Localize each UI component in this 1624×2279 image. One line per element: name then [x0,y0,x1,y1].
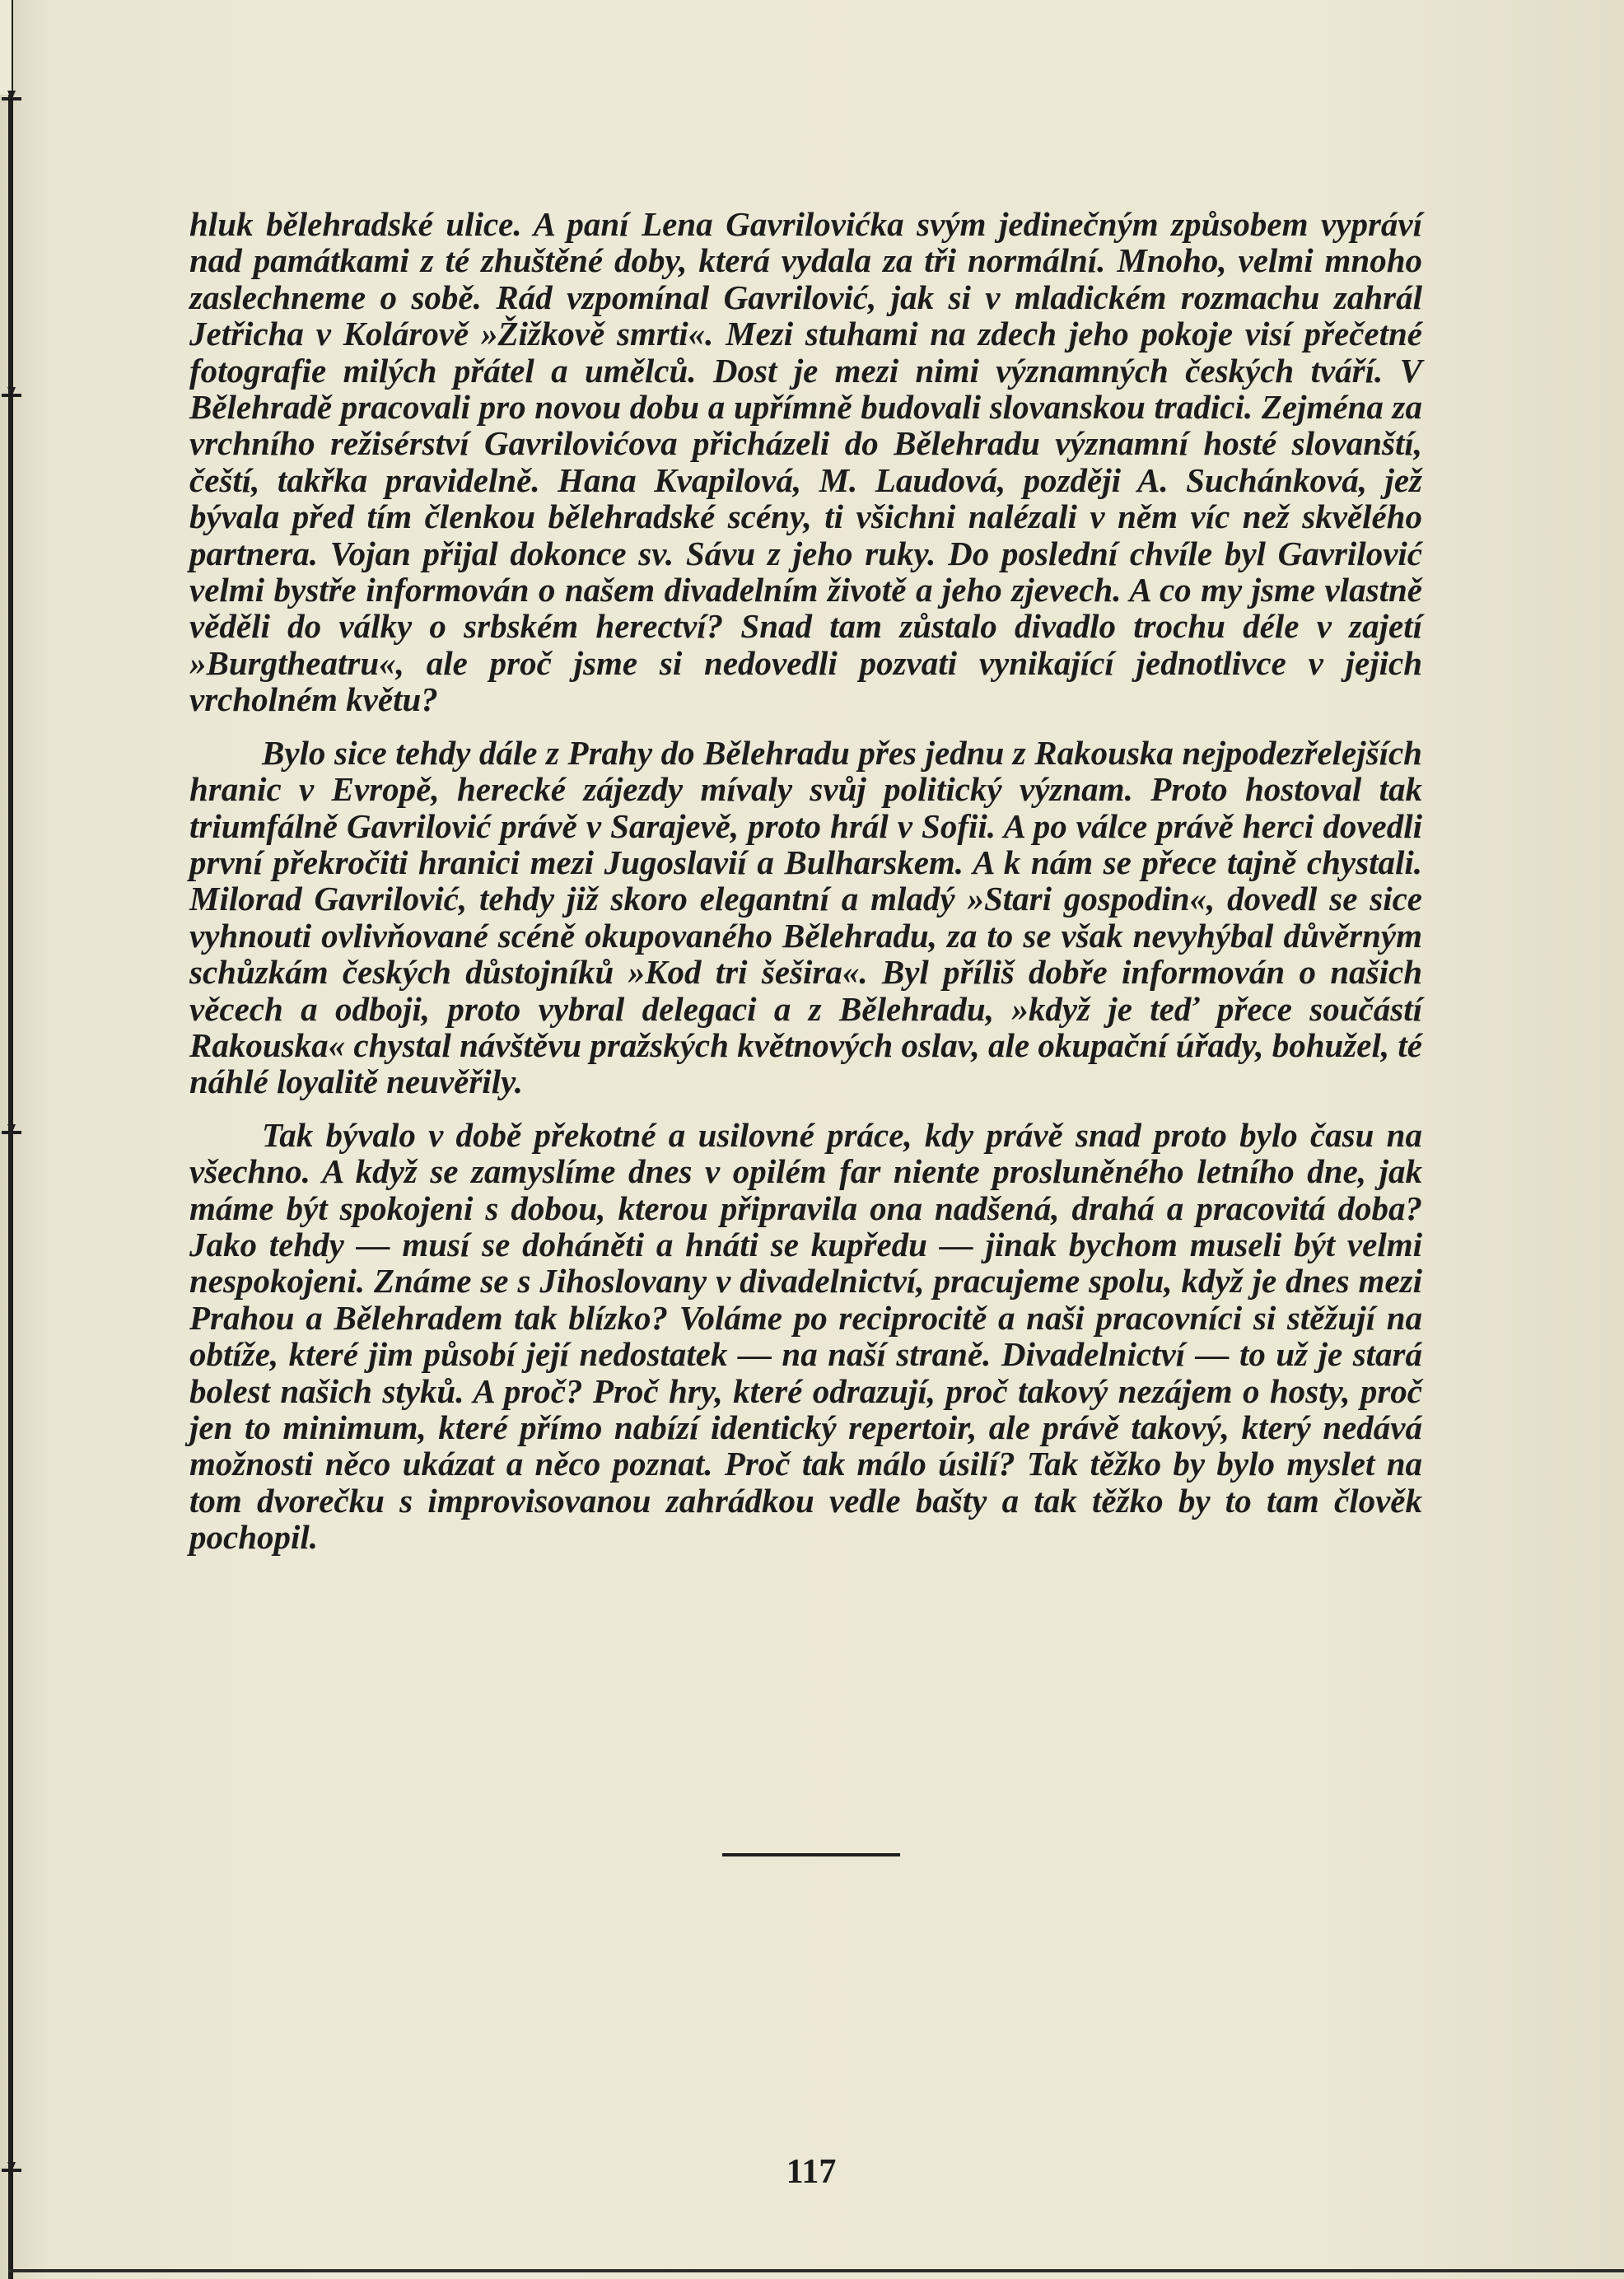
binding-stitch [2,2162,21,2179]
page-bottom-edge [8,2269,1624,2272]
binding-stitch [2,91,21,107]
paragraph-3: Tak bývalo v době překotné a usilovné práce, kdy právě snad proto bylo času na všechno. A když se zamyslíme dnes v opilém far niente prosluněného letního dne, jak máme být spokojeni s dobou, kterou připravila ona nadšená, drahá a pracovitá doba? Jako tehdy — musí se doháněti a hnáti se kupředu — jinak bychom museli být velmi nespokojeni. Známe se s Jihoslovany v divadelnictví, pracujeme spolu, když je dnes mezi Prahou a Bělehradem tak blízko? Voláme po reciprocitě a naši pracovníci si stěžují na obtíže, které jim působí její nedostatek — na naší straně. Divadelnictví — to už je stará bolest našich styků. A proč? Proč hry, které odrazují, proč takový nezájem o hosty, proč jen to minimum, které přímo nabízí identický repertoir, ale právě takový, který nedává možnosti něco ukázat a něco poznat. Proč tak málo úsilí? Tak těžko by bylo myslet na tom dvorečku s improvisovanou zahrádkou vedle bašty a tak těžko by to tam člověk pochopil. [189,1115,1422,1557]
paragraph-2: Bylo sice tehdy dále z Prahy do Bělehradu přes jednu z Rakouska nejpodezřelejších hranic v Evropě, herecké zájezdy mívaly svůj politický význam. Proto hostoval tak triumfálně Gavrilović právě v Sarajevě, proto hrál v Sofii. A po válce právě herci dovedli první překročiti hranici mezi Jugoslavií a Bulharskem. A k nám se přece tajně chystali. Milorad Gavrilović, tehdy již skoro elegantní a mladý »Stari gospodin«, dovedl se sice vyhnouti ovlivňované scéně okupovaného Bělehradu, za to se však nevyhýbal důvěrným schůzkám českých důstojníků »Kod tri šešira«. Byl příliš dobře informován o našich věcech a odboji, proto vybral delegaci a z Bělehradu, »když je teď přece součástí Rakouska« chystal návštěvu pražských květnových oslav, ale okupační úřady, bohužel, té náhlé loyalitě neuvěřily. [189,733,1422,1101]
section-end-rule [722,1853,900,1856]
binding-gap [0,0,12,95]
paragraph-1: hluk bělehradské ulice. A paní Lena Gavrilovićka svým jedinečným způsobem vypráví nad památkami z té zhuštěné doby, která vydala za tři normální. Mnoho, velmi mnoho zaslechneme o sobě. Rád vzpomínal Gavrilović, jak si v mladickém rozmachu zahrál Jetřicha v Kolárově »Žižkově smrti«. Mezi stuhami na zdech jeho pokoje visí přečetné fotografie milých přátel a umělců. Dost je mezi nimi významných českých tváří. V Bělehradě pracovali pro novou dobu a upřímně budovali slovanskou tradici. Zejména za vrchního režisérství Gavrilovićova přicházeli do Bělehradu významní hosté slovanští, čeští, takřka pravidelně. Hana Kvapilová, M. Laudová, později A. Suchánková, jež bývala před tím členkou bělehradské scény, ti všichni nalézali v něm víc než skvělého partnera. Vojan přijal dokonce sv. Sávu z jeho ruky. Do poslední chvíle byl Gavrilović velmi bystře informován o našem divadelním životě a jeho zjevech. A co my jsme vlastně věděli do války o srbském herectví? Snad tam zůstalo divadlo trochu déle v zajetí »Burgtheatru«, ale proč jsme si nedovedli pozvati vynikající jednotlivce v jejich vrcholném květu? [189,205,1422,719]
body-text [189,206,1422,1556]
binding-stitch [2,387,21,404]
binding-stitch [2,1124,21,1141]
page-number: 117 [786,2153,837,2191]
